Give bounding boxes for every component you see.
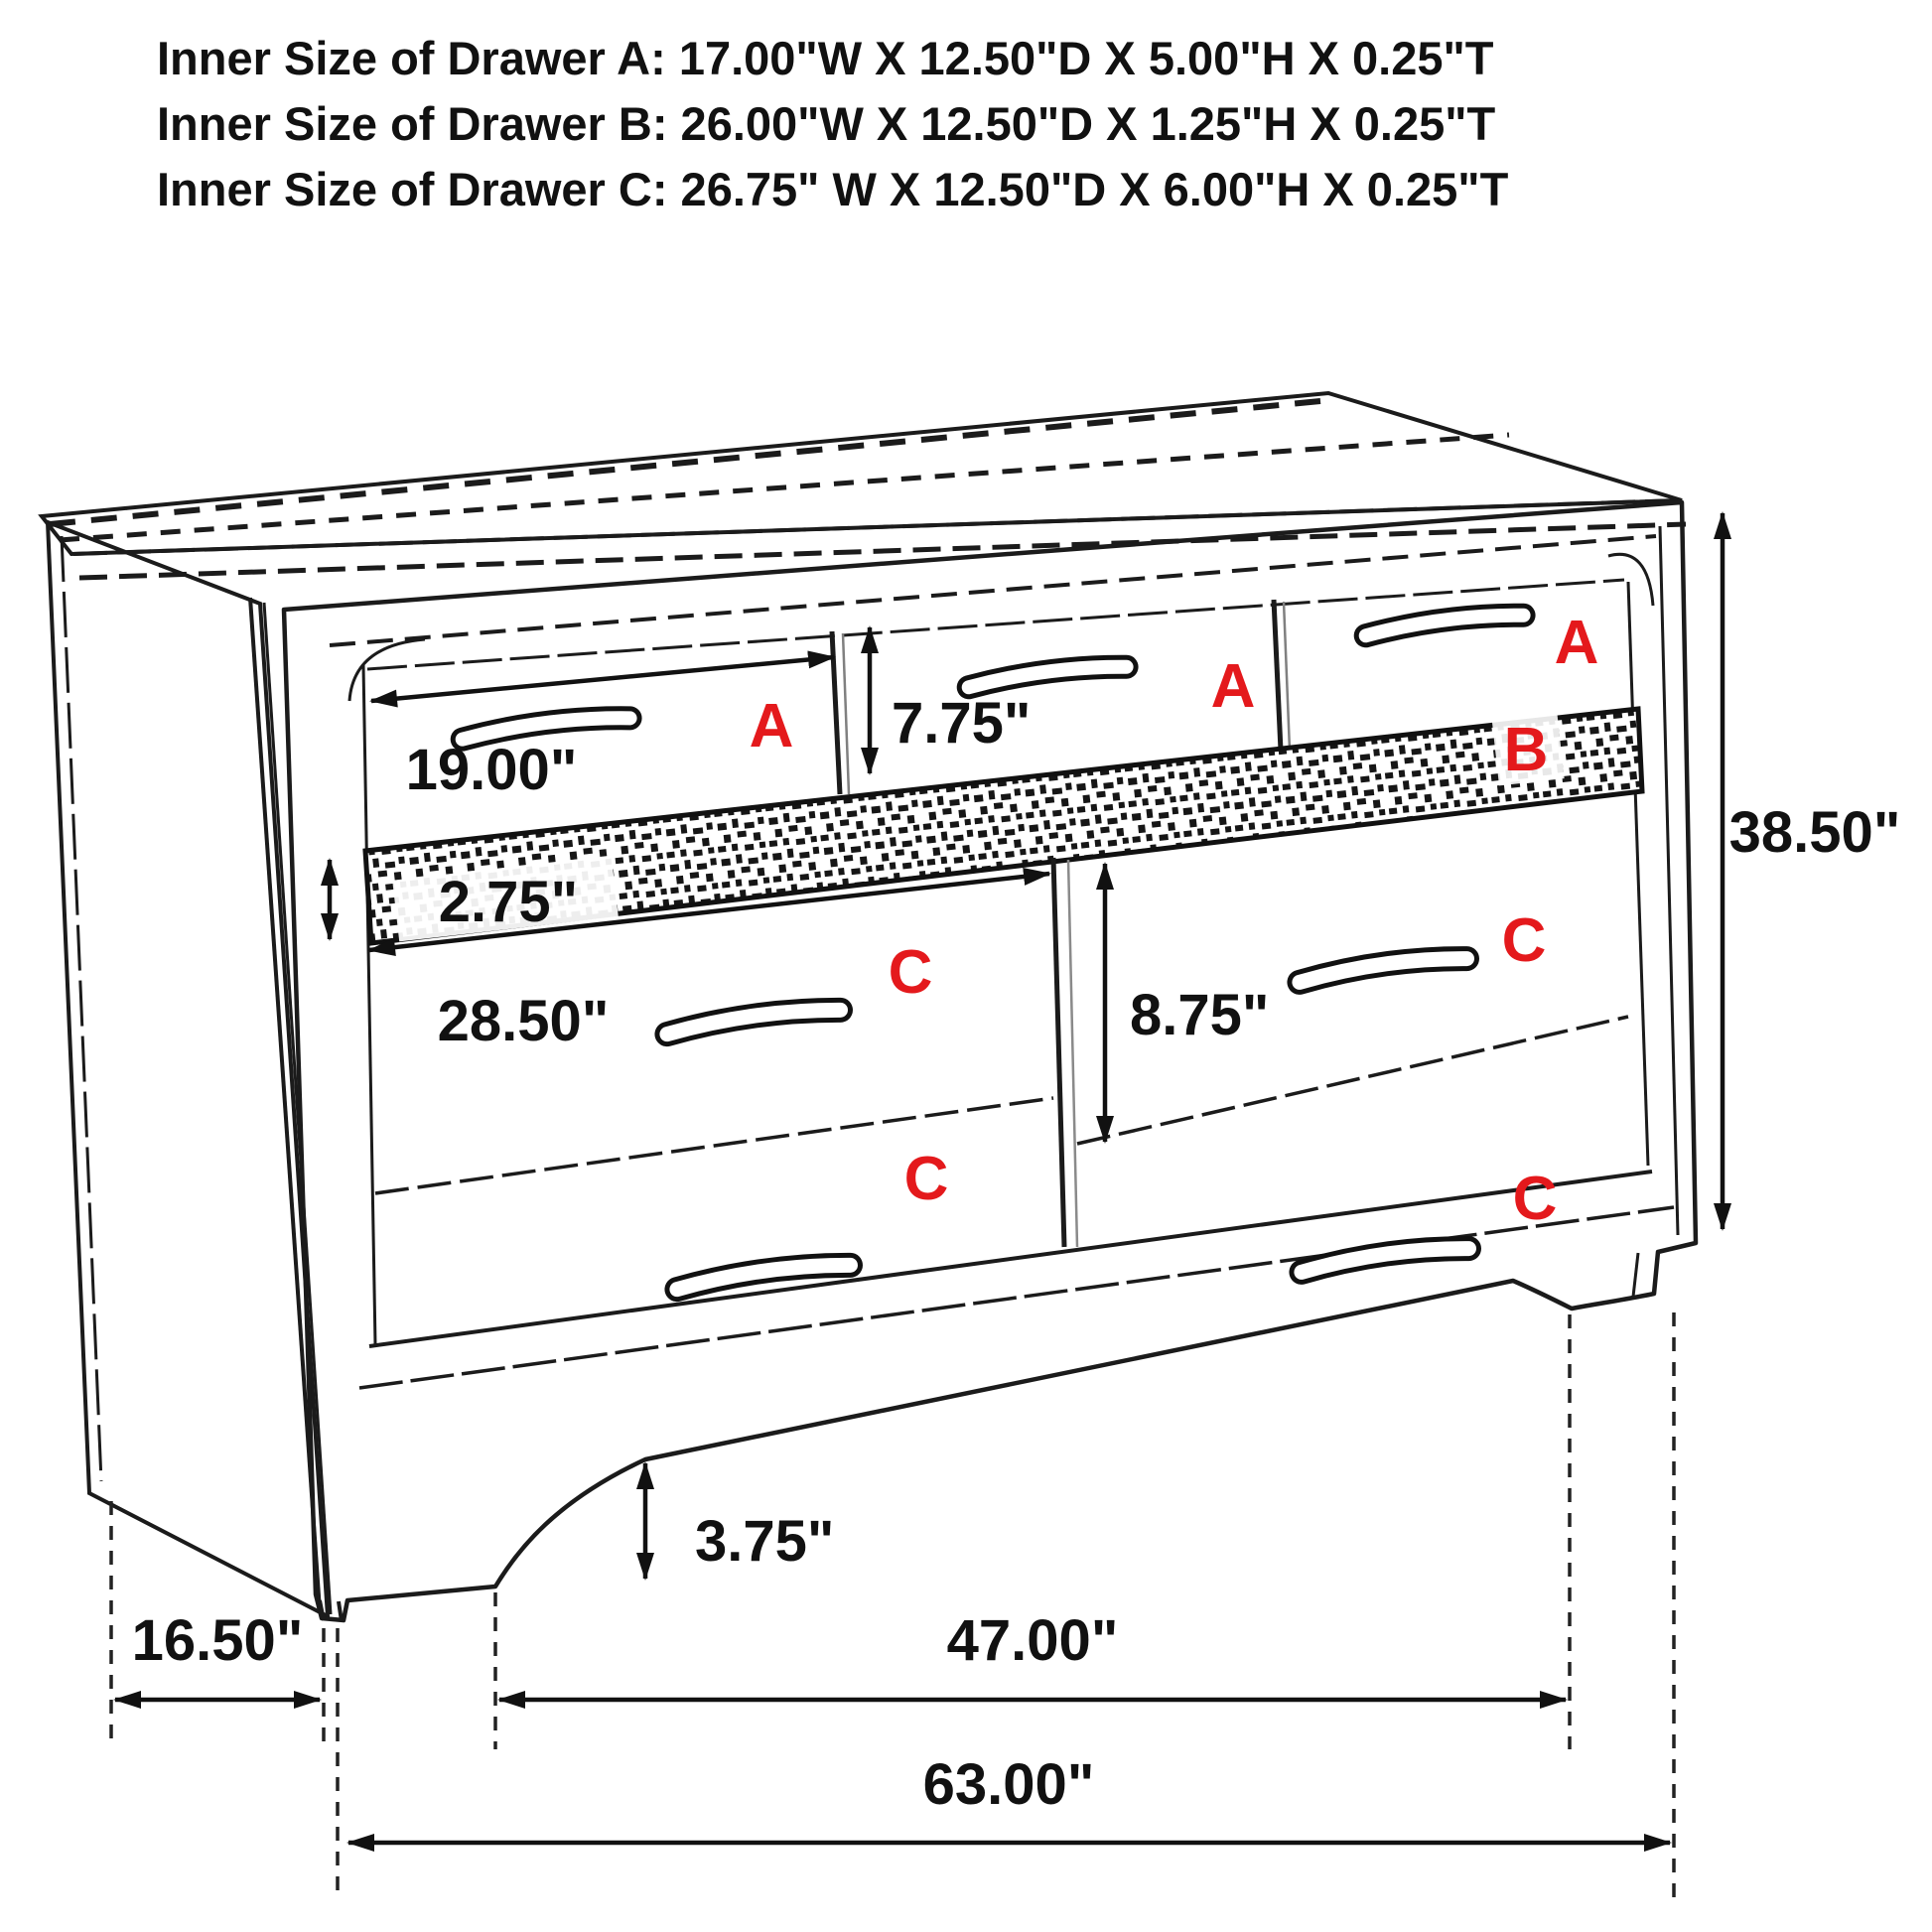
dim-text-drawer-a-height: 7.75" [892,691,1032,756]
top-back-edge-hatch [50,401,1320,524]
frame-inner-right-edge [1628,582,1648,1166]
handle-drawer-a2 [968,665,1127,688]
label-drawer-a3: A [1554,609,1599,677]
dim-text-drawer-c-width: 28.50" [437,989,610,1053]
divider-c-columns [1053,858,1064,1247]
label-drawer-c1: C [888,938,933,1007]
label-drawer-b: B [1503,716,1549,784]
dim-text-overall-depth: 16.50" [131,1608,304,1673]
label-drawer-a1: A [749,692,794,760]
dim-text-overall-width: 63.00" [922,1752,1095,1817]
corner-post-line-1 [250,598,320,1610]
cabinet-drawing [42,393,1696,1621]
drawer-letter-labels [750,609,1599,1233]
dim-text-feet-span: 47.00" [946,1608,1119,1673]
handle-drawer-c4 [1301,1246,1469,1272]
divider-a2-a3 [1274,600,1281,751]
frame-inner-left-edge [363,665,375,1344]
label-drawer-c3: C [1501,906,1547,975]
dim-text-foot-height: 3.75" [695,1509,835,1574]
label-drawer-c4: C [1512,1165,1558,1233]
title-line-drawer-c: Inner Size of Drawer C: 26.75" W X 12.50"D X 6.00"H X 0.25"T [157,163,1509,215]
dim-text-drawer-b-height: 2.75" [438,870,579,934]
handle-drawer-c1 [666,1008,841,1035]
handle-drawer-a1 [462,716,630,740]
corner-post-line-2 [264,603,331,1614]
divider-a1-a2-shadow [843,633,849,794]
dim-text-overall-height: 38.50" [1728,800,1901,865]
title-line-drawer-a: Inner Size of Drawer A: 17.00"W X 12.50"D X 5.00"H X 0.25"T [157,32,1494,84]
divider-a2-a3-shadow [1284,602,1290,751]
label-drawer-a2: A [1210,652,1256,721]
frame-corner-arc-left [349,639,425,701]
title-line-drawer-b: Inner Size of Drawer B: 26.00"W X 12.50"D X 1.25"H X 0.25"T [157,97,1496,150]
dim-text-drawer-a-width: 19.00" [405,738,578,802]
top-surface [42,393,1682,554]
handle-drawer-a3 [1365,614,1524,636]
right-foot-line [1633,1253,1638,1297]
label-drawer-c2: C [903,1145,949,1213]
top-front-edge [73,500,1678,554]
top-middle-hatch [60,435,1509,540]
handle-drawer-c3 [1299,956,1467,982]
dim-text-drawer-c-height: 8.75" [1130,983,1270,1047]
base-molding-middle [359,1207,1674,1388]
divider-c-columns-shadow [1068,860,1077,1247]
top-slab-bottom-edge [79,524,1686,578]
right-edge-inner-line [1660,526,1678,1235]
divider-c1-c2 [375,1098,1053,1193]
